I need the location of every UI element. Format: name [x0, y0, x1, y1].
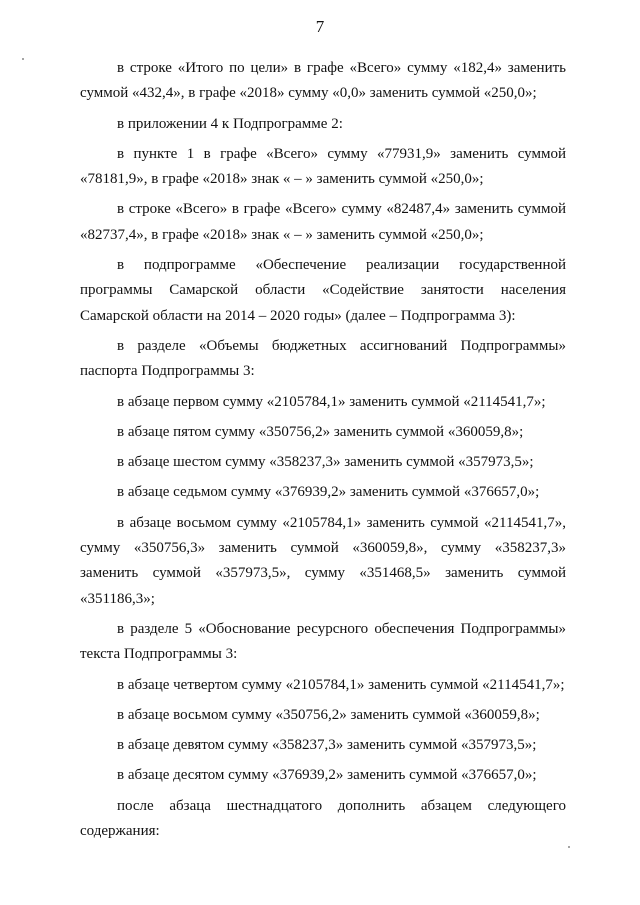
paragraph-section-5: в разделе 5 «Обоснование ресурсного обеспечения Подпрограммы» текста Подпрограммы 3:	[80, 620, 566, 663]
paragraph-appendix-4: в приложении 4 к Подпрограмме 2:	[117, 115, 343, 132]
paragraph-fifth-abzac: в абзаце пятом сумму «350756,2» заменить суммой «360059,8»;	[117, 423, 524, 440]
paragraph-sixth-abzac: в абзаце шестом сумму «358237,3» заменить суммой «357973,5»;	[117, 454, 534, 471]
paragraph-first-abzac: в абзаце первом сумму «2105784,1» заменить суммой «2114541,7»;	[117, 393, 546, 410]
paragraph-budget-section: в разделе «Объемы бюджетных ассигнований Подпрограммы» паспорта Подпрограммы 3:	[80, 337, 566, 380]
paragraph-row-total: в строке «Всего» в графе «Всего» сумму «82487,4» заменить суммой «82737,4», в графе «2018» знак « – » заменить суммой «250,0»;	[80, 201, 566, 243]
paragraph-after-sixteenth: после абзаца шестнадцатого дополнить абзацем следующего содержания:	[80, 797, 566, 840]
paragraph-seventh-abzac: в абзаце седьмом сумму «376939,2» заменить суммой «376657,0»;	[117, 484, 540, 501]
paragraph-eighth-abzac-2: в абзаце восьмом сумму «350756,2» заменить суммой «360059,8»;	[117, 706, 540, 723]
paragraph-eighth-abzac: в абзаце восьмом сумму «2105784,1» заменить суммой «2114541,7», сумму «350756,3» заменить суммой «360059,8», сумму «358237,3» заменить суммой «357973,5», сумму «351468,5» заменить суммой «351186,3»;	[80, 514, 566, 607]
page-number: 7	[315, 17, 325, 36]
scan-speck	[568, 846, 570, 848]
paragraph-total-by-goal: в строке «Итого по цели» в графе «Всего» сумму «182,4» заменить суммой «432,4», в графе «2018» сумму «0,0» заменить суммой «250,0»;	[80, 60, 566, 102]
document-body	[80, 56, 566, 844]
scan-speck	[22, 58, 24, 60]
paragraph-fourth-abzac: в абзаце четвертом сумму «2105784,1» заменить суммой «2114541,7»;	[117, 676, 565, 693]
paragraph-tenth-abzac: в абзаце десятом сумму «376939,2» заменить суммой «376657,0»;	[117, 767, 537, 784]
paragraph-subprogram-3: в подпрограмме «Обеспечение реализации государственной программы Самарской области «Содействие занятости населения Самарской области на 2014 – 2020 годы» (далее – Подпрограмма 3):	[80, 257, 566, 324]
paragraph-ninth-abzac: в абзаце девятом сумму «358237,3» заменить суммой «357973,5»;	[117, 737, 537, 754]
paragraph-item-1: в пункте 1 в графе «Всего» сумму «77931,9» заменить суммой «78181,9», в графе «2018» знак « – » заменить суммой «250,0»;	[80, 145, 566, 188]
